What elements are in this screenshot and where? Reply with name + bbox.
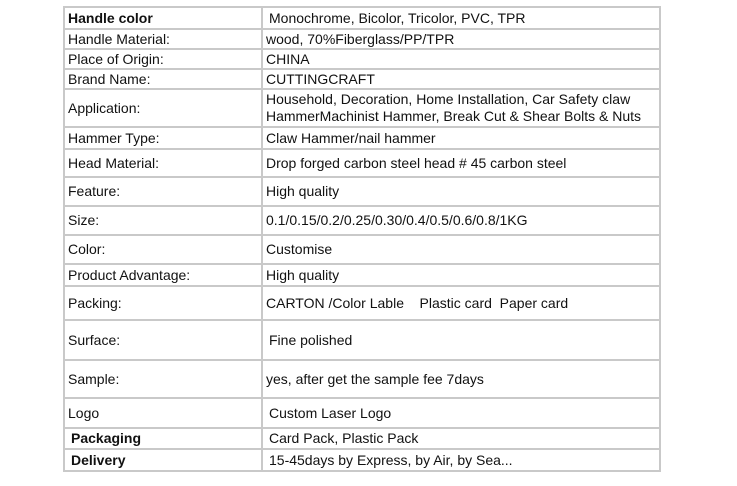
- table-row: [64, 286, 660, 320]
- spec-key: Handle color: [64, 7, 262, 29]
- spec-key: Packaging: [64, 428, 262, 449]
- spec-value: 15-45days by Express, by Air, by Sea...: [262, 449, 660, 471]
- spec-key: Place of Origin:: [64, 49, 262, 69]
- table-row: [64, 235, 660, 264]
- spec-key: Size:: [64, 206, 262, 235]
- spec-key: Feature:: [64, 177, 262, 206]
- spec-value: Custom Laser Logo: [262, 398, 660, 428]
- spec-value: CUTTINGCRAFT: [262, 69, 660, 89]
- spec-key: Handle Material:: [64, 29, 262, 49]
- spec-value: Claw Hammer/nail hammer: [262, 127, 660, 149]
- table-row: [64, 177, 660, 206]
- spec-value: Customise: [262, 235, 660, 264]
- table-row: [64, 320, 660, 360]
- spec-key: Sample:: [64, 360, 262, 398]
- table-row: [64, 398, 660, 428]
- spec-value-line: Household, Decoration, Home Installation, Car Safety claw: [266, 91, 631, 107]
- spec-value: wood, 70%Fiberglass/PP/TPR: [262, 29, 660, 49]
- spec-value: Drop forged carbon steel head # 45 carbon steel: [262, 149, 660, 177]
- spec-value: yes, after get the sample fee 7days: [262, 360, 660, 398]
- table-row: [64, 29, 660, 49]
- table-row: [64, 89, 660, 127]
- spec-key: Head Material:: [64, 149, 262, 177]
- spec-key: Product Advantage:: [64, 264, 262, 286]
- spec-value: High quality: [262, 177, 660, 206]
- spec-value: CHINA: [262, 49, 660, 69]
- spec-value: CARTON /Color Lable Plastic card Paper card: [262, 286, 660, 320]
- spec-key: Application:: [64, 89, 262, 127]
- table-row: [64, 127, 660, 149]
- spec-key: Surface:: [64, 320, 262, 360]
- spec-key: Hammer Type:: [64, 127, 262, 149]
- table-row: [64, 206, 660, 235]
- spec-key: Brand Name:: [64, 69, 262, 89]
- table-row: [64, 7, 660, 29]
- spec-key: Color:: [64, 235, 262, 264]
- spec-value: [262, 89, 660, 127]
- table-row: [64, 449, 660, 471]
- table-row: [64, 264, 660, 286]
- table-row: [64, 360, 660, 398]
- spec-value-line: HammerMachinist Hammer, Break Cut & Shear Bolts & Nuts: [266, 108, 642, 124]
- spec-value: 0.1/0.15/0.2/0.25/0.30/0.4/0.5/0.6/0.8/1KG: [262, 206, 660, 235]
- product-spec-table: [63, 6, 661, 472]
- spec-key: Packing:: [64, 286, 262, 320]
- table-row: [64, 149, 660, 177]
- spec-value: Card Pack, Plastic Pack: [262, 428, 660, 449]
- spec-key: Logo: [64, 398, 262, 428]
- table-row: [64, 428, 660, 449]
- table-row: [64, 69, 660, 89]
- table-row: [64, 49, 660, 69]
- spec-value: Fine polished: [262, 320, 660, 360]
- spec-value: Monochrome, Bicolor, Tricolor, PVC, TPR: [262, 7, 660, 29]
- spec-key: Delivery: [64, 449, 262, 471]
- spec-value: High quality: [262, 264, 660, 286]
